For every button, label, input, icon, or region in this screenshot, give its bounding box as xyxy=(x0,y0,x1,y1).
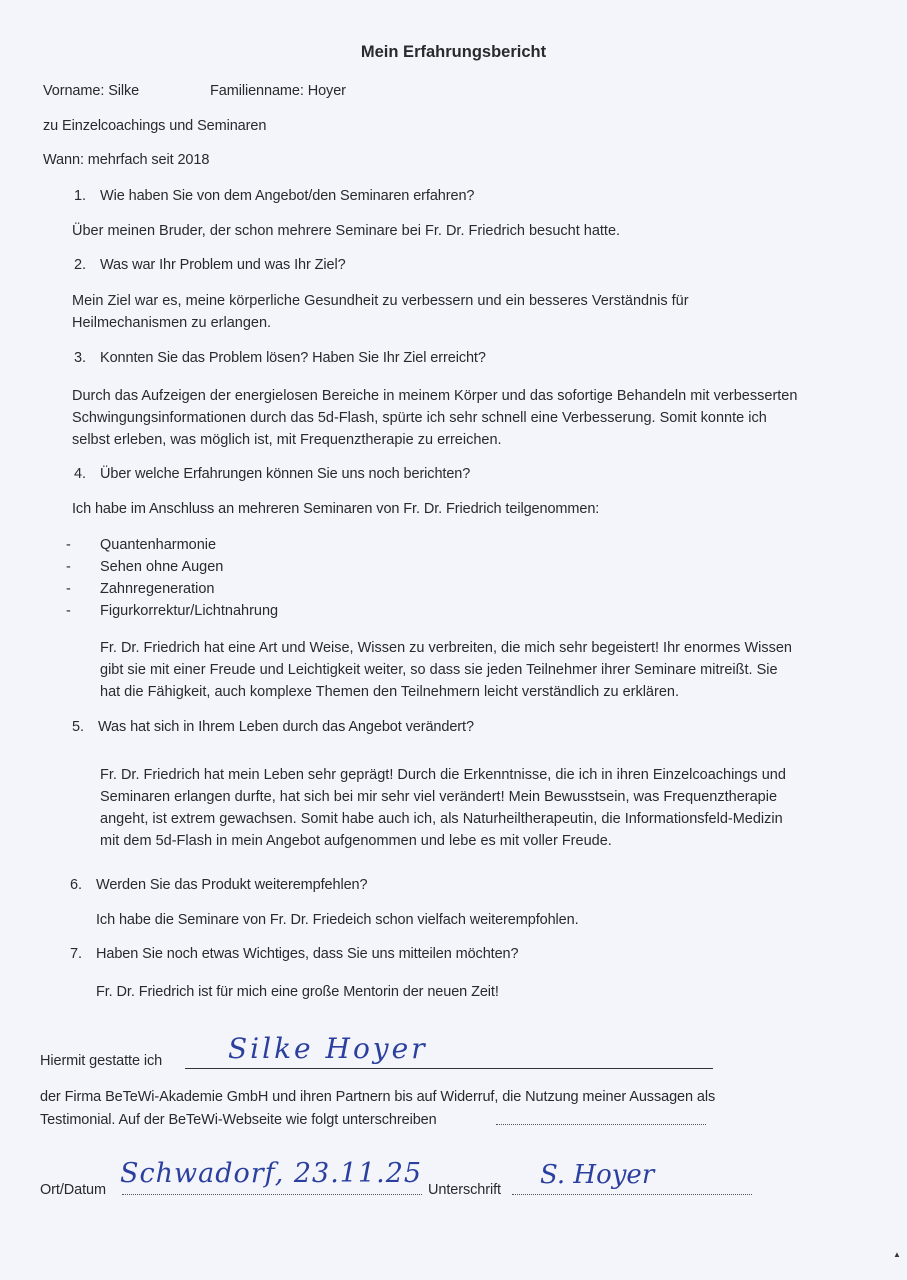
question-text: Über welche Erfahrungen können Sie uns noch berichten? xyxy=(100,466,471,482)
answer-line: mit dem 5d-Flash in mein Angebot aufgenommen und lebe es mit voller Freude. xyxy=(100,833,612,849)
question-number: 5. xyxy=(72,719,84,735)
consent-name-line xyxy=(185,1068,713,1069)
place-date-value: Schwadorf, 23.11.25 xyxy=(120,1158,423,1189)
question-text: Haben Sie noch etwas Wichtiges, dass Sie uns mitteilen möchten? xyxy=(96,946,519,962)
place-date-label: Ort/Datum xyxy=(40,1182,106,1198)
place-date-line xyxy=(122,1194,422,1195)
consent-text-line-1: der Firma BeTeWi-Akademie GmbH und ihren Partnern bis auf Widerruf, die Nutzung meiner Aussagen als xyxy=(40,1089,716,1105)
question-number: 3. xyxy=(74,350,86,366)
consent-label: Hiermit gestatte ich xyxy=(40,1053,163,1069)
first-name-field: Vorname: Silke xyxy=(43,83,140,99)
when-line: Wann: mehrfach seit 2018 xyxy=(43,152,210,168)
question-text: Was hat sich in Ihrem Leben durch das Angebot verändert? xyxy=(98,719,474,735)
answer-line: Fr. Dr. Friedrich hat eine Art und Weise, Wissen zu verbreiten, die mich sehr begeistert! Ihr enormes Wissen xyxy=(100,640,792,656)
answer-2 xyxy=(72,290,689,334)
answer-line: Fr. Dr. Friedrich hat mein Leben sehr geprägt! Durch die Erkenntnisse, die ich in ihren Einzelcoachings und xyxy=(100,767,786,783)
answer-line: Heilmechanismen zu erlangen. xyxy=(72,315,272,331)
question-3 xyxy=(74,350,486,366)
consent-text-line-2: Testimonial. Auf der BeTeWi-Webseite wie folgt unterschreiben xyxy=(40,1112,437,1128)
signature-line xyxy=(512,1194,752,1195)
answer-4-text xyxy=(100,637,792,703)
answer-line: angeht, ist extrem gewachsen. Somit habe auch ich, als Naturheiltherapeutin, die Informationsfeld-Medizin xyxy=(100,811,783,827)
webseite-signature-line xyxy=(496,1124,706,1125)
question-6 xyxy=(70,877,368,893)
answer-7: Fr. Dr. Friedrich ist für mich eine große Mentorin der neuen Zeit! xyxy=(96,984,499,1000)
answer-6: Ich habe die Seminare von Fr. Dr. Friedeich schon vielfach weiterempfohlen. xyxy=(96,912,579,928)
answer-line: hat die Fähigkeit, auch komplexe Themen den Teilnehmern leicht verständlich zu erklären. xyxy=(100,684,679,700)
question-text: Was war Ihr Problem und was Ihr Ziel? xyxy=(100,257,346,273)
question-number: 4. xyxy=(74,466,86,482)
answer-3 xyxy=(72,385,797,451)
answer-line: Schwingungsinformationen durch das 5d-Flash, spürte ich sehr schnell eine Verbesserung. Somit konnte ich xyxy=(72,410,767,426)
question-7 xyxy=(70,946,518,962)
answer-line: Seminaren erlangen durfte, hat sich bei mir sehr viel verändert! Mein Bewusstsein, was Frequenztherapie xyxy=(100,789,778,805)
answer-line: Über meinen Bruder, der schon mehrere Seminare bei Fr. Dr. Friedrich besucht hatte. xyxy=(72,223,621,239)
answer-line: selbst erleben, was möglich ist, mit Frequenztherapie zu erreichen. xyxy=(72,432,502,448)
subject-line: zu Einzelcoachings und Seminaren xyxy=(43,118,267,134)
question-number: 1. xyxy=(74,188,86,204)
answer-4-intro: Ich habe im Anschluss an mehreren Seminaren von Fr. Dr. Friedrich teilgenommen: xyxy=(72,501,600,517)
question-5 xyxy=(72,719,474,735)
list-item: - Sehen ohne Augen xyxy=(66,559,224,575)
answer-line: Mein Ziel war es, meine körperliche Gesundheit zu verbessern und ein besseres Verständnis für xyxy=(72,293,689,309)
question-number: 6. xyxy=(70,877,82,893)
question-number: 2. xyxy=(74,257,86,273)
document-title: Mein Erfahrungsbericht xyxy=(360,43,547,61)
question-text: Konnten Sie das Problem lösen? Haben Sie Ihr Ziel erreicht? xyxy=(100,350,486,366)
answer-line: Durch das Aufzeigen der energielosen Bereiche in meinem Körper und das sofortige Behandeln mit verbesserten xyxy=(72,388,798,404)
question-2 xyxy=(74,257,346,273)
answer-line: gibt sie mit einer Freude und Leichtigkeit weiter, so dass sie jeden Teilnehmer ihrer Seminare mitreißt. Sie xyxy=(100,662,778,678)
last-name-field: Familienname: Hoyer xyxy=(210,83,346,99)
signature-label: Unterschrift xyxy=(428,1182,501,1198)
seminar-list xyxy=(66,534,278,622)
question-text: Wie haben Sie von dem Angebot/den Seminaren erfahren? xyxy=(100,188,475,204)
answer-1 xyxy=(72,220,620,242)
list-item: - Figurkorrektur/Lichtnahrung xyxy=(66,603,279,619)
list-item: - Quantenharmonie xyxy=(66,537,217,553)
question-text: Werden Sie das Produkt weiterempfehlen? xyxy=(96,877,368,893)
question-1 xyxy=(74,188,474,204)
handwritten-name: Silke Hoyer xyxy=(228,1032,428,1065)
question-number: 7. xyxy=(70,946,82,962)
scan-mark-icon: ▲ xyxy=(893,1250,901,1259)
signature-value: S. Hoyer xyxy=(540,1160,655,1190)
answer-5 xyxy=(100,764,786,852)
list-item: - Zahnregeneration xyxy=(66,581,215,597)
question-4 xyxy=(74,466,470,482)
